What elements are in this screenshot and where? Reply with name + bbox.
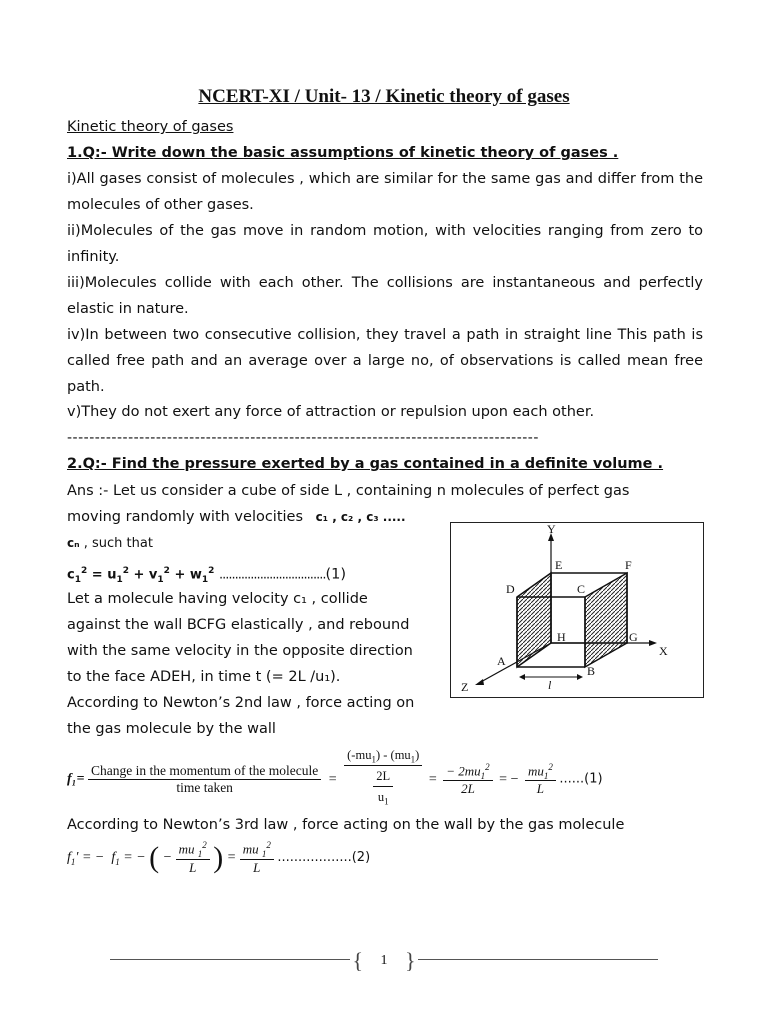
- label-a: A: [497, 654, 506, 668]
- such-that-text: , such that: [79, 536, 153, 551]
- explanation-line-1: Let a molecule having velocity c₁ , collide: [67, 591, 368, 607]
- footer-rule-left: [110, 959, 350, 960]
- page-number: { 1 }: [352, 948, 416, 973]
- momentum-denominator: time taken: [176, 780, 233, 795]
- momentum-change-fraction: $\frac{(-mu_1) - (mu_1)}{\frac{2L}{u_1}}$: [344, 748, 422, 811]
- page-title: NCERT-XI / Unit- 13 / Kinetic theory of gases: [198, 86, 570, 107]
- explanation-line-3: with the same velocity in the opposite direction: [67, 643, 413, 659]
- momentum-fraction: [88, 763, 321, 796]
- answer-line-2: [67, 504, 406, 530]
- assumption-5: v)They do not exert any force of attraction or repulsion upon each other.: [67, 404, 595, 420]
- label-x: X: [659, 644, 668, 658]
- simplified-fraction: $\frac{- 2mu_1^2}{2L}$: [443, 762, 492, 798]
- equation-ref-1: (1): [325, 566, 347, 583]
- label-d: D: [506, 582, 515, 596]
- section-subtitle: Kinetic theory of gases: [67, 119, 234, 135]
- label-l: l: [548, 678, 552, 692]
- explanation-line-4: to the face ADEH, in time t (= 2L /u₁).: [67, 669, 341, 685]
- footer-rule-right: [418, 959, 658, 960]
- separator-line: -------------------------------------------------------------------------------------: [67, 430, 539, 446]
- label-b: B: [587, 664, 596, 678]
- explanation-line-6: the gas molecule by the wall: [67, 721, 276, 737]
- equation-ref-1b: ......(1): [559, 771, 603, 787]
- label-h: H: [557, 630, 566, 644]
- label-z: Z: [461, 680, 469, 694]
- explanation-line-5: According to Newton’s 2nd law , force acting on: [67, 695, 415, 711]
- question-2: 2.Q:- Find the pressure exerted by a gas contained in a definite volume .: [67, 456, 664, 472]
- explanation-line-2: against the wall BCFG elastically , and rebound: [67, 617, 410, 633]
- assumption-2: ii)Molecules of the gas move in random motion, with velocities ranging from zero to infinity.: [67, 223, 703, 265]
- label-y: Y: [547, 523, 556, 536]
- page-number-text: 1: [380, 953, 388, 968]
- answer-line-2-text: moving randomly with velocities: [67, 509, 304, 525]
- force-equation-2: $f_1'$ = − $f_1$ = − ( − $\frac{mu _1^2}{L}$ ) = $\frac{mu _1^2}{L}$ ..................(2): [67, 840, 371, 875]
- answer-line-1: Ans :- Let us consider a cube of side L , containing n molecules of perfect gas: [67, 483, 630, 499]
- force-equation-1: f₁= $\frac{\text{Change in the momentum of the molecule}}{\text{time taken}}$ = $\frac{(-mu_1) - (mu_1)}{\frac{2L}{u_1}}$ = $\frac{- 2mu_1^2}{2L}$ = − $\frac{mu_1^2}{L}$ ......(1): [67, 748, 707, 810]
- result-fraction: $\frac{mu_1^2}{L}$: [525, 762, 556, 798]
- velocity-cn: cₙ: [67, 536, 80, 550]
- third-law-text: According to Newton’s 3rd law , force acting on the wall by the gas molecule: [67, 817, 625, 833]
- label-c: C: [577, 582, 586, 596]
- cube-figure: [450, 522, 704, 698]
- assumption-3: iii)Molecules collide with each other. The collisions are instantaneous and perfectly elastic in nature.: [67, 275, 703, 317]
- velocities-list: c₁ , c₂ , c₃ .....: [315, 510, 406, 524]
- velocity-equation: $c_1^2 = u_1^2 + v_1^2 + w_1^2$ ..................................(1): [67, 566, 347, 585]
- label-e: E: [555, 558, 563, 572]
- assumption-4: iv)In between two consecutive collision, they travel a path in straight line This path is called free path and an average over a large no, of observations is called mean free path.: [67, 327, 703, 395]
- label-g: G: [629, 630, 638, 644]
- cube-diagram: [451, 523, 703, 697]
- equation-ref-2: ..................(2): [277, 850, 371, 866]
- momentum-numerator: Change in the momentum of the molecule: [88, 763, 321, 780]
- label-f: F: [625, 558, 632, 572]
- answer-line-3: [67, 530, 153, 557]
- question-1: 1.Q:- Write down the basic assumptions of kinetic theory of gases .: [67, 145, 619, 161]
- assumption-1: i)All gases consist of molecules , which are similar for the same gas and differ from the molecules of other gases.: [67, 171, 703, 213]
- f1-label: f₁=: [67, 771, 85, 787]
